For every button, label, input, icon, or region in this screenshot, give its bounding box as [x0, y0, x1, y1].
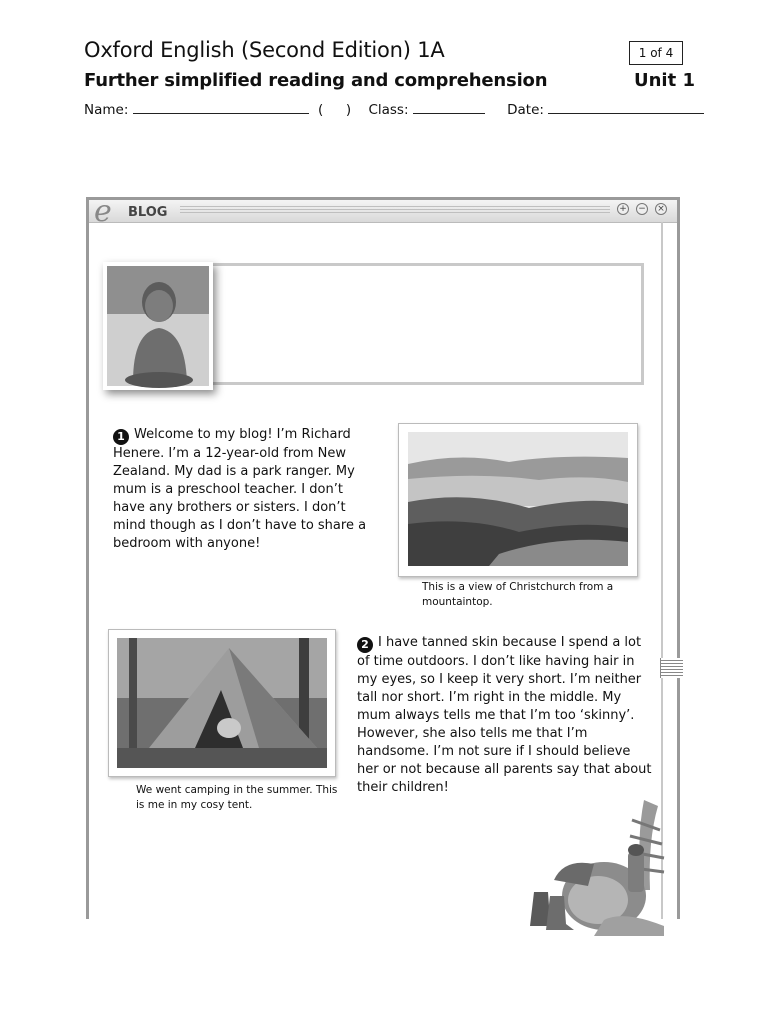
paragraph-number-2: 2	[357, 637, 373, 653]
worksheet-title: Oxford English (Second Edition) 1A	[84, 38, 445, 62]
camping-caption: We went camping in the summer. This is me in my cosy tent.	[136, 784, 338, 811]
plus-icon[interactable]: +	[617, 203, 629, 215]
blog-paragraph-2	[357, 634, 655, 797]
class-number-field[interactable]	[328, 102, 342, 114]
paragraph-1-text: Welcome to my blog! I’m Richard Henere. I’m a 12-year-old from New Zealand. My dad is a park ranger. My mum is a preschool teacher. I don’t have any brothers or sisters. I don’t mind though as I don’t have to share a bedroom with anyone!	[113, 427, 367, 551]
minus-icon[interactable]: −	[636, 203, 648, 215]
paragraph-2-text: I have tanned skin because I spend a lot of time outdoors. I don’t like having hair in my eyes, so I keep it very short. I’m neither tall nor short. I’m right in the middle. My mum always tells me that I’m too ‘skinny’. However, she also tells me that I’m handsome. I’m not sure if I should believe her or not because all parents say that about their children!	[357, 635, 652, 795]
blog-header-box	[207, 263, 644, 385]
paragraph-number-1: 1	[113, 429, 129, 445]
mountain-view-image	[399, 424, 637, 576]
blog-logo-letter: e	[94, 194, 112, 229]
date-field[interactable]	[548, 101, 704, 114]
tent-image	[109, 630, 335, 776]
scrollbar-handle[interactable]	[660, 658, 683, 678]
class-field[interactable]	[413, 101, 485, 114]
class-label: Class:	[368, 102, 409, 118]
camping-photo	[108, 629, 336, 777]
title-bar-stripes	[180, 206, 610, 215]
christchurch-caption: This is a view of Christchurch from a mountaintop.	[422, 581, 614, 608]
close-icon[interactable]: ×	[655, 203, 667, 215]
paren-open: (	[317, 102, 324, 118]
paren-close: )	[345, 102, 352, 118]
blog-logo-word: BLOG	[128, 205, 168, 220]
christchurch-photo	[398, 423, 638, 577]
boy-portrait-image	[103, 262, 213, 390]
name-label: Name:	[84, 102, 129, 118]
page-indicator: 1 of 4	[629, 41, 683, 65]
blog-paragraph-1	[113, 426, 375, 553]
student-info-row	[84, 101, 704, 118]
worksheet-subtitle: Further simplified reading and comprehension	[84, 70, 548, 91]
date-label: Date:	[507, 102, 544, 118]
profile-photo	[103, 262, 213, 390]
camping-gear-decoration	[524, 800, 666, 936]
name-field[interactable]	[133, 101, 309, 114]
unit-label: Unit 1	[634, 70, 695, 91]
